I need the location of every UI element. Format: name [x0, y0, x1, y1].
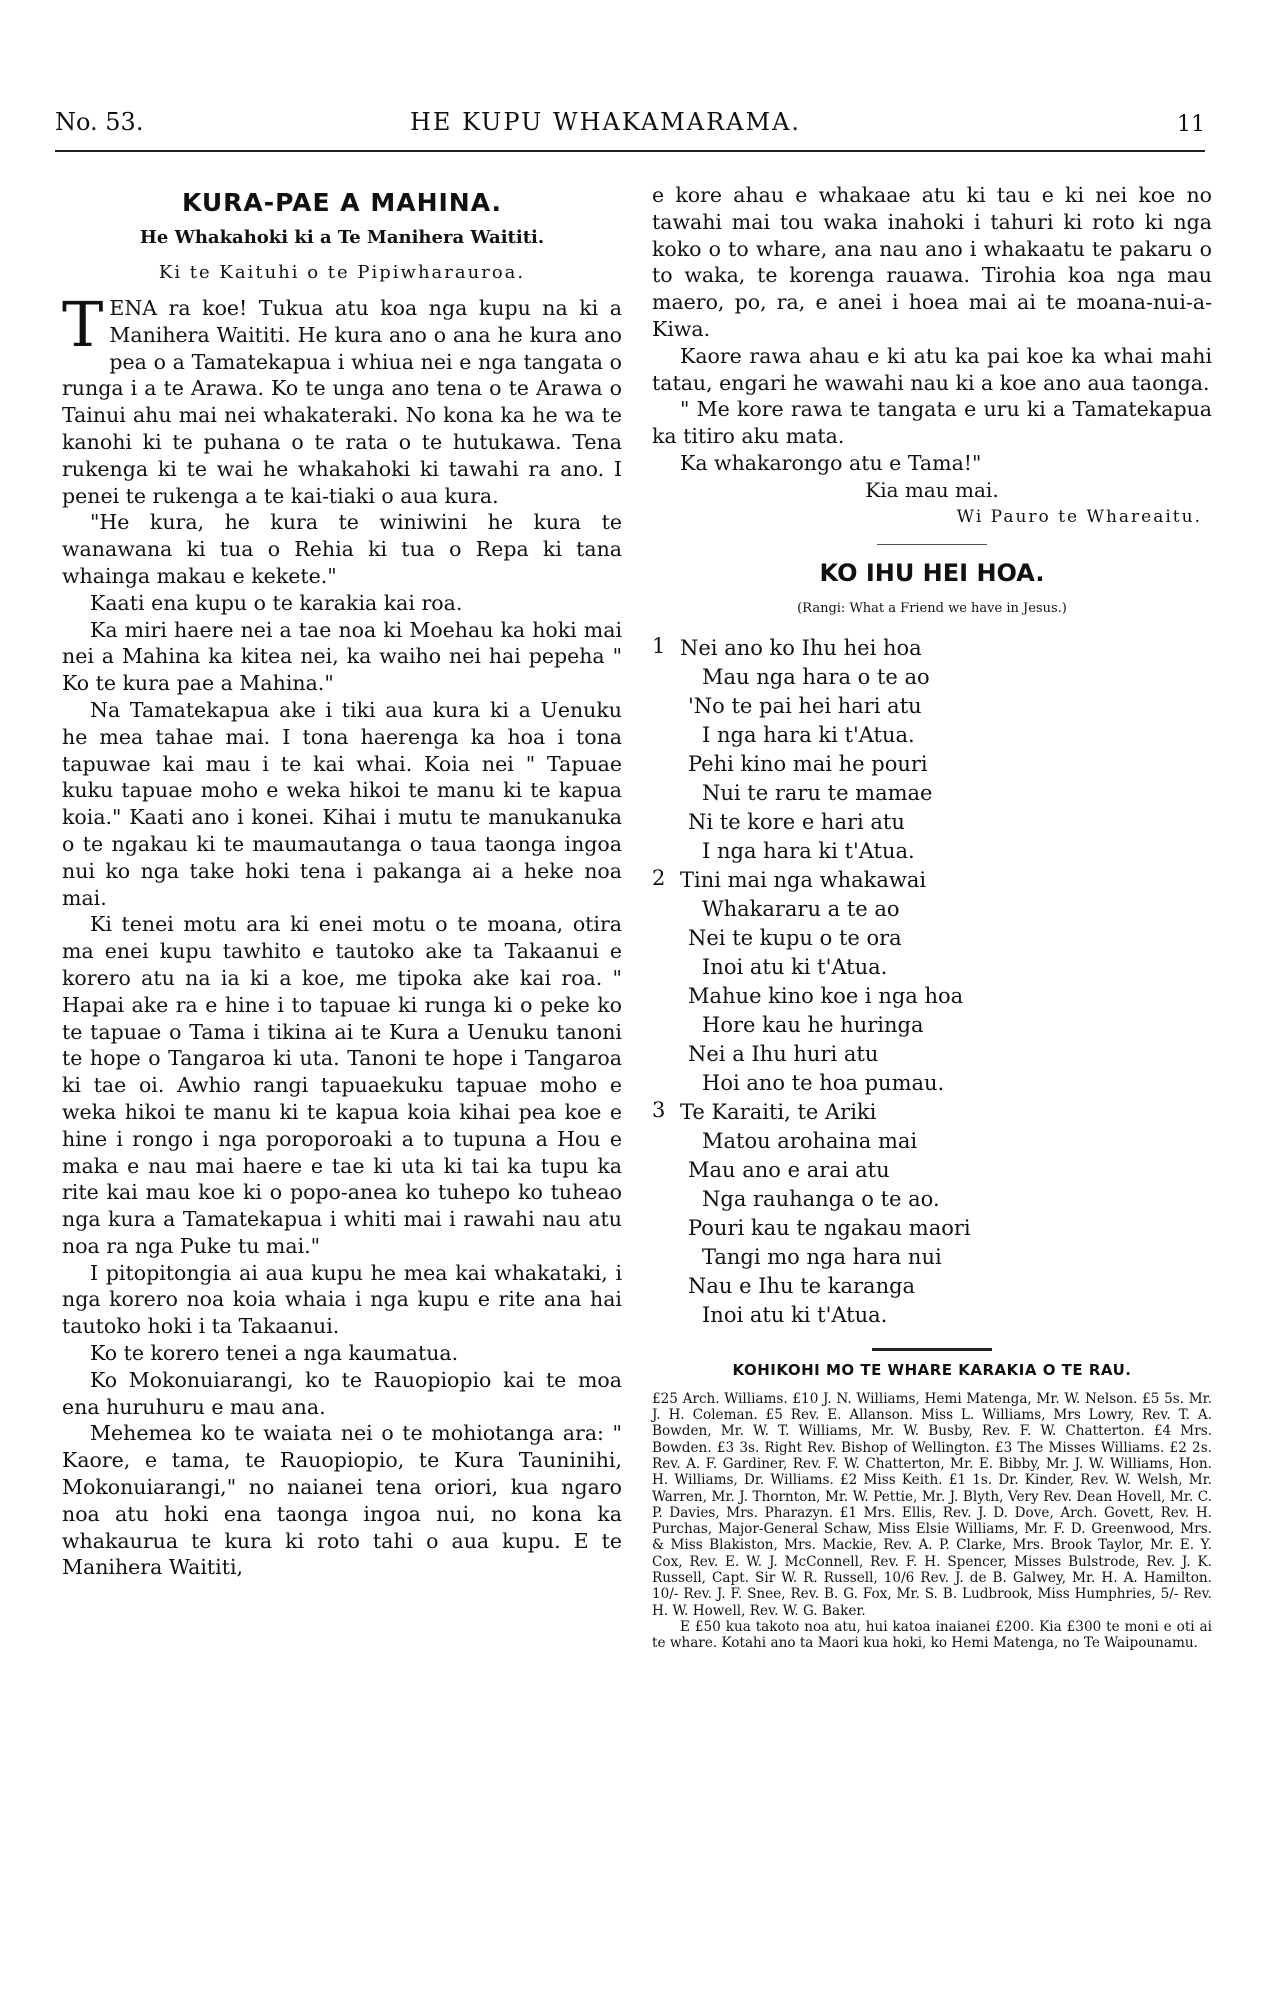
verse-line: Nga rauhanga o te ao.: [702, 1186, 940, 1211]
article-paragraph: Kaati ena kupu o te karakia kai roa.: [90, 590, 463, 615]
hymn-title: KO IHU HEI HOA.: [819, 558, 1045, 587]
article-paragraph: Mehemea ko te waiata nei o te mohiotanga ara: " Kaore, e tama, te Rauopiopio, te Kura Tauninihi, Mokonuiarangi," no naianei tena oriori, kua ngaro noa atu hoki ena taonga ingoa nui, no kona ka whakaurua te kura ki roto tahi o aua kupu. E te Manihera Waititi,: [62, 1421, 622, 1580]
verse-line: Mau nga hara o te ao: [702, 664, 930, 689]
verse-line: Nei te kupu o te ora: [688, 925, 902, 950]
donations-section: [652, 1361, 1212, 1652]
verse-line: Nui te raru te mamae: [702, 780, 933, 805]
article-paragraph: Ka miri haere nei a tae noa ki Moehau ka hoki mai nei a Mahina ka kitea nei, ka waiho nei hai pepeha " Ko te kura pae a Mahina.": [62, 617, 622, 696]
article-title: KURA-PAE A MAHINA.: [181, 188, 503, 217]
verse-line: Inoi atu ki t'Atua.: [702, 954, 888, 979]
article-continued-paragraph: " Me kore rawa te tangata e uru ki a Tamatekapua ka titiro aku mata.: [652, 397, 1212, 449]
donations-footnote: E £50 kua takoto noa atu, hui katoa inaianei £200. Kia £300 te moni e oti ai te whare. Kotahi ano ta Maori kua hoki, ko Hemi Matenga, no Te Waipounamu.: [652, 1618, 1212, 1652]
verse-line: Ni te kore e hari atu: [688, 809, 905, 834]
donations-title: KOHIKOHI MO TE WHARE KARAKIA O TE RAU.: [732, 1360, 1132, 1379]
verse-line: Tini mai nga whakawai: [680, 867, 927, 892]
article-paragraph: Ki tenei motu ara ki enei motu o te moana, otira ma enei kupu tawhito e tautoko ake ta Takaanui e korero atu na ia ki a koe, me tipoka ake kai roa. " Hapai ake ra e hine i to tapuae ki runga ki o peke ko te tapuae o Tama i tikina ai te Kura a Uenuku tanoni te hope o Tangaroa ki uta. Tanoni te hope i Tangaroa ki tae oi. Awhio rangi tapuaekuku tapuae moho e weka hikoi te manu ki te kapua koia kihai pea koe e hine i rongo i nga poroporoaki a to tupuna a Hou e maka e nau mai haere e tae ki uta ki tai ka tupu ka rite kai mau koe ki o popo-anea ko tuhepo ko tuheao nga kura a Tamatekapua i whiti mai i rawahi nau atu noa ra nga Puke tu mai.": [62, 912, 622, 1258]
verse-line: Matou arohaina mai: [702, 1128, 918, 1153]
verse-line: Nau e Ihu te karanga: [688, 1273, 916, 1298]
hymn-tune: (Rangi: What a Friend we have in Jesus.): [797, 600, 1067, 616]
header-rule: [55, 150, 1205, 152]
article-continued-paragraph: e kore ahau e whakaae atu ki tau e ki nei koe no tawahi mai tou waka inahoki i tahuri ki roto ki nga koko o to whare, ana nau ano i whakaatu te pakaru o to waka, te korenga rauawa. Tirohia koa nga mau maero, po, ra, e anei i hoea mai ai te moana-nui-a-Kiwa.: [652, 183, 1212, 341]
verse-line: Pouri kau te ngakau maori: [688, 1215, 971, 1240]
donations-list: £25 Arch. Williams. £10 J. N. Williams, Hemi Matenga, Mr. W. Nelson. £5 5s. Mr. J. H. Coleman. £5 Rev. E. Allanson. Miss L. Williams, Mrs Lowry, Rev. T. A. Bowden, Mr. W. T. Williams, Mr. W. Busby, Rev. F. W. Chatterton. £4 Mrs. Bowden. £3 3s. Right Rev. Bishop of Wellington. £3 The Misses Williams. £2 2s. Rev. A. F. Gardiner, Rev. F. W. Chatterton, Mr. E. Bibby, Mr. J. W. Williams, Hon. H. Williams, Dr. Williams. £2 Miss Keith. £1 1s. Dr. Kinder, Rev. W. Welsh, Mr. Warren, Mr. J. Thornton, Mr. W. Pettie, Mr. J. Blyth, Very Rev. Dean Hovell, Mr. C. P. Davies, Mrs. Pharazyn. £1 Mrs. Ellis, Rev. J. D. Dove, Arch. Govett, Rev. H. Purchas, Major-General Schaw, Miss Elsie Williams, Mr. F. D. Greenwood, Mrs. & Miss Blakiston, Mrs. Mackie, Rev. A. P. Clarke, Mrs. Brook Taylor, Mr. E. Y. Cox, Rev. E. W. J. McConnell, Rev. F. H. Spencer, Misses Bulstrode, Rev. J. K. Russell, Capt. Sir W. R. Russell, 10/6 Rev. J. de B. Galwey, Mr. H. A. Hamilton. 10/- Rev. J. F. Snee, Rev. B. G. Fox, Mr. S. B. Ludbrook, Miss Humphries, 5/- Rev. H. W. Howell, Rev. W. G. Baker.: [652, 1390, 1212, 1619]
verse-line: Hoi ano te hoa pumau.: [702, 1070, 945, 1095]
article-first-paragraph: [62, 288, 622, 509]
verse-line: I nga hara ki t'Atua.: [702, 722, 915, 747]
left-column: [62, 182, 622, 1581]
verse-line: Pehi kino mai he pouri: [688, 751, 928, 776]
article-subtitle: He Whakahoki ki a Te Manihera Waititi.: [139, 227, 545, 248]
verse-line: Mau ano e arai atu: [688, 1157, 890, 1182]
issue-number: No. 53.: [55, 108, 144, 136]
verse-number: 2: [652, 865, 666, 890]
first-paragraph-text: ENA ra koe! Tukua atu koa nga kupu na ki a Manihera Waititi. He kura ano o ana he kura ano pea o a Tamatekapua i whiua nei e nga tangata o runga i a te Arawa. Ko te unga ano tena o te Arawa o Tainui ahu mai nei whakateraki. No kona ka he wa te kanohi ki te puhana o te rata o te hutukawa. Tena rukenga ki te wai he whakahoki ki tawahi ra ano. I penei te rukenga a te kai-tiaki o aua kura.: [62, 296, 622, 508]
hymn-verse: [652, 633, 1212, 866]
verse-line: 'No te pai hei hari atu: [688, 693, 922, 718]
verse-number: 3: [652, 1097, 666, 1122]
hymn-verse: [652, 1097, 1212, 1330]
article-continued-paragraph: Ka whakarongo atu e Tama!": [680, 450, 982, 475]
article-paragraph: Ko Mokonuiarangi, ko te Rauopiopio kai te moa ena huruhuru e mau ana.: [62, 1367, 622, 1419]
article-paragraph: I pitopitongia ai aua kupu he mea kai whakataki, i nga korero noa koia whaia i nga kupu e rite ana hai tautoko hoki i ta Takaanui.: [62, 1260, 622, 1339]
verse-line: Mahue kino koe i nga hoa: [688, 983, 964, 1008]
publication-title: HE KUPU WHAKAMARAMA.: [410, 108, 802, 136]
verse-line: Inoi atu ki t'Atua.: [702, 1302, 888, 1327]
article-paragraph: Ko te korero tenei a nga kaumatua.: [90, 1341, 459, 1366]
hymn-verse: [652, 865, 1212, 1098]
section-divider: [877, 544, 987, 545]
section-divider: [872, 1348, 992, 1351]
article-address: Ki te Kaituhi o te Pipiwharauroa.: [158, 262, 526, 283]
page-header: [55, 108, 1205, 148]
verse-line: Te Karaiti, te Ariki: [680, 1099, 877, 1124]
verse-line: Hore kau he huringa: [702, 1012, 924, 1037]
article-paragraph: Na Tamatekapua ake i tiki aua kura ki a Uenuku he mea tahae mai. I tona haerenga ka hoa i tona tapuwae kai mau i te kai whai. Koia nei " Tapuae kuku tapuae moho e weka hikoi te manu ki te kapua koia." Kaati ano i konei. Kihai i mutu te manukanuka o te ngakau ki te maumautanga o taua taonga ingoa nui ko nga take hoki tena i pakanga ai a heke noa mai.: [62, 697, 622, 910]
closing-line: Kia mau mai.: [865, 477, 999, 502]
verse-number: 1: [652, 633, 666, 658]
verse-line: Nei a Ihu huri atu: [688, 1041, 879, 1066]
verse-line: Nei ano ko Ihu hei hoa: [680, 635, 922, 660]
verse-line: I nga hara ki t'Atua.: [702, 838, 915, 863]
verse-line: Whakararu a te ao: [702, 896, 900, 921]
article-paragraph: "He kura, he kura te winiwini he kura te wanawana ki tua o Rehia ki tua o Repa ki tana whainga makau e kekete.": [62, 510, 622, 588]
page-number: 11: [1177, 112, 1205, 137]
signature: Wi Pauro te Whareaitu.: [956, 506, 1202, 527]
right-column: [652, 182, 1212, 1652]
article-continued-paragraph: Kaore rawa ahau e ki atu ka pai koe ka whai mahi tatau, engari he wawahi nau ki a koe ano aua taonga.: [652, 343, 1212, 395]
drop-cap: T: [62, 288, 104, 361]
verse-line: Tangi mo nga hara nui: [702, 1244, 942, 1269]
